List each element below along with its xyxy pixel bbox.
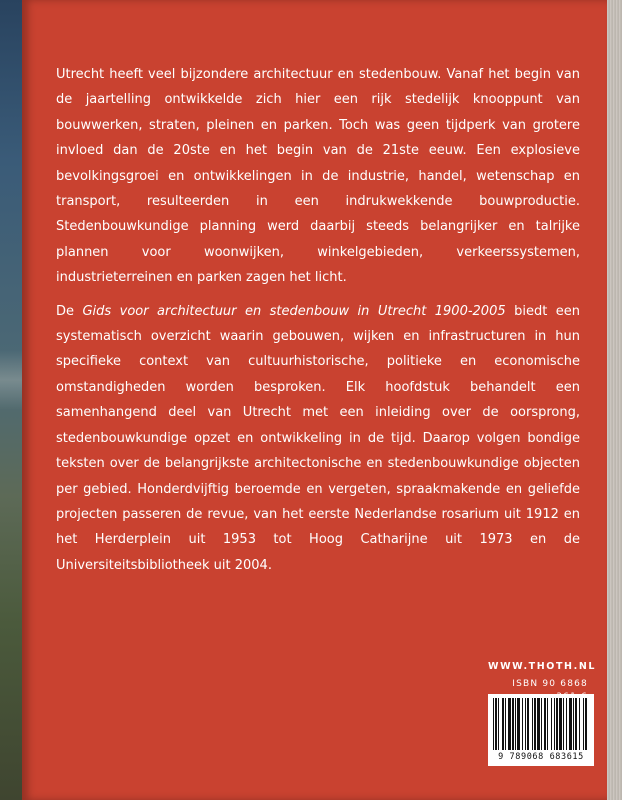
blurb-paragraph-2 bbox=[56, 299, 580, 578]
barcode-bar bbox=[527, 698, 529, 750]
barcode-bar bbox=[495, 698, 497, 750]
barcode-bar bbox=[551, 698, 552, 750]
cover-spine-photo bbox=[0, 0, 22, 800]
barcode-bar bbox=[563, 698, 564, 750]
barcode-bar bbox=[585, 698, 587, 750]
barcode-bar bbox=[512, 698, 514, 750]
barcode-bar bbox=[569, 698, 572, 750]
barcode-bar bbox=[498, 698, 499, 750]
barcode-bar bbox=[541, 698, 542, 750]
barcode-bar bbox=[575, 698, 577, 750]
barcode-bar bbox=[537, 698, 540, 750]
barcode-bar bbox=[505, 698, 506, 750]
barcode-bar bbox=[583, 698, 584, 750]
barcode-number: 9 789068 683615 bbox=[498, 752, 584, 762]
barcode-bar bbox=[522, 698, 523, 750]
paragraph-2-rest: biedt een systematisch overzicht waarin gebouwen, wijken en infrastructuren in hun specifieke context van cultuurhistorische, politieke en economische omstandigheden worden besproken. Elk hoofdstuk behandelt een samenhangend deel van Utrecht met een inleiding over de oorsprong, stedenbouwkundige opzet en ontwikkeling in de tijd. Daarop volgen bondige teksten over de belangrijkste architectonische en stedenbouwkundige objecten per gebied. Honderdvijftig beroemde en vergeten, spraakmakende en geliefde projecten passeren de revue, van het eerste Nederlandse rosarium uit 1912 en het Herderplein uit 1953 tot Hoog Catharijne uit 1973 en de Universiteitsbibliotheek uit 2004. bbox=[56, 303, 580, 573]
barcode-bars bbox=[493, 698, 589, 752]
isbn-text: ISBN 90 6868 bbox=[512, 679, 588, 689]
barcode-bar bbox=[534, 698, 536, 750]
barcode-bar bbox=[573, 698, 574, 750]
barcode-bar bbox=[547, 698, 548, 750]
paragraph-2-lead: De bbox=[56, 303, 83, 319]
barcode-bar bbox=[502, 698, 504, 750]
blurb bbox=[56, 62, 580, 578]
publisher-url[interactable]: WWW.THOTH.NL bbox=[488, 661, 597, 672]
book-title-italic: Gids voor architectuur en stedenbouw in Utrecht 1900-2005 bbox=[82, 303, 506, 319]
barcode-bar bbox=[508, 698, 511, 750]
barcode-bar bbox=[554, 698, 555, 750]
barcode-bar bbox=[559, 698, 562, 750]
blurb-paragraph-1: Utrecht heeft veel bijzondere architectuur en stedenbouw. Vanaf het begin van de jaartelling ontwikkelde zich hier een rijk stedelijk knooppunt van bouwwerken, straten, pleinen en parken. Toch was geen tijdperk van grotere invloed dan de 20ste en het begin van de 21ste eeuw. Een explosieve bevolkingsgroei en ontwikkelingen in de industrie, handel, wetenschap en transport, resulteerden in een indrukwekkende bouwproductie. Stedenbouwkundige planning werd daarbij steeds belangrijker en talrijke plannen voor woonwijken, winkelgebieden, verkeerssystemen, industrieterreinen en parken zagen het licht. bbox=[56, 67, 580, 286]
barcode-bar bbox=[579, 698, 580, 750]
barcode-bar bbox=[517, 698, 520, 750]
barcode-bar bbox=[544, 698, 546, 750]
barcode-bar bbox=[556, 698, 558, 750]
barcode-bar bbox=[532, 698, 533, 750]
spine-highlight bbox=[0, 350, 22, 410]
barcode-bar bbox=[525, 698, 526, 750]
barcode-bar bbox=[515, 698, 516, 750]
barcode bbox=[488, 694, 594, 766]
barcode-bar bbox=[493, 698, 494, 750]
page-edges bbox=[607, 0, 622, 800]
barcode-bar bbox=[566, 698, 567, 750]
